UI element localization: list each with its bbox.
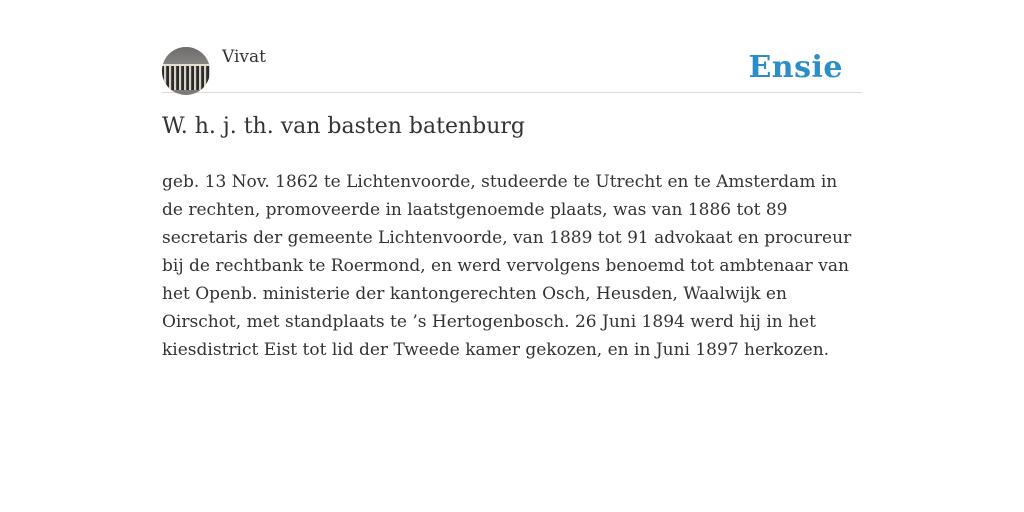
- brand-logo-link[interactable]: Ensie: [748, 50, 843, 85]
- author-name-link[interactable]: Vivat: [222, 47, 266, 67]
- author-avatar[interactable]: [162, 47, 210, 95]
- entry-title: W. h. j. th. van basten batenburg: [162, 114, 526, 139]
- avatar-image-icon: [162, 66, 210, 90]
- header-bar: [162, 44, 862, 93]
- entry-body-text: geb. 13 Nov. 1862 te Lichtenvoorde, studeerde te Utrecht en te Amsterdam in de rechten, promoveerde in laatstgenoemde plaats, was van 1886 tot 89 secretaris der gemeente Lichtenvoorde, van 1889 tot 91 advokaat en procureur bij de rechtbank te Roermond, en werd vervolgens benoemd tot ambtenaar van het Openb. ministerie der kantongerechten Osch, Heusden, Waalwijk en Oirschot, met standplaats te ’s Hertogenbosch. 26 Juni 1894 werd hij in het kiesdistrict Eist tot lid der Tweede kamer gekozen, en in Juni 1897 herkozen.: [162, 172, 852, 360]
